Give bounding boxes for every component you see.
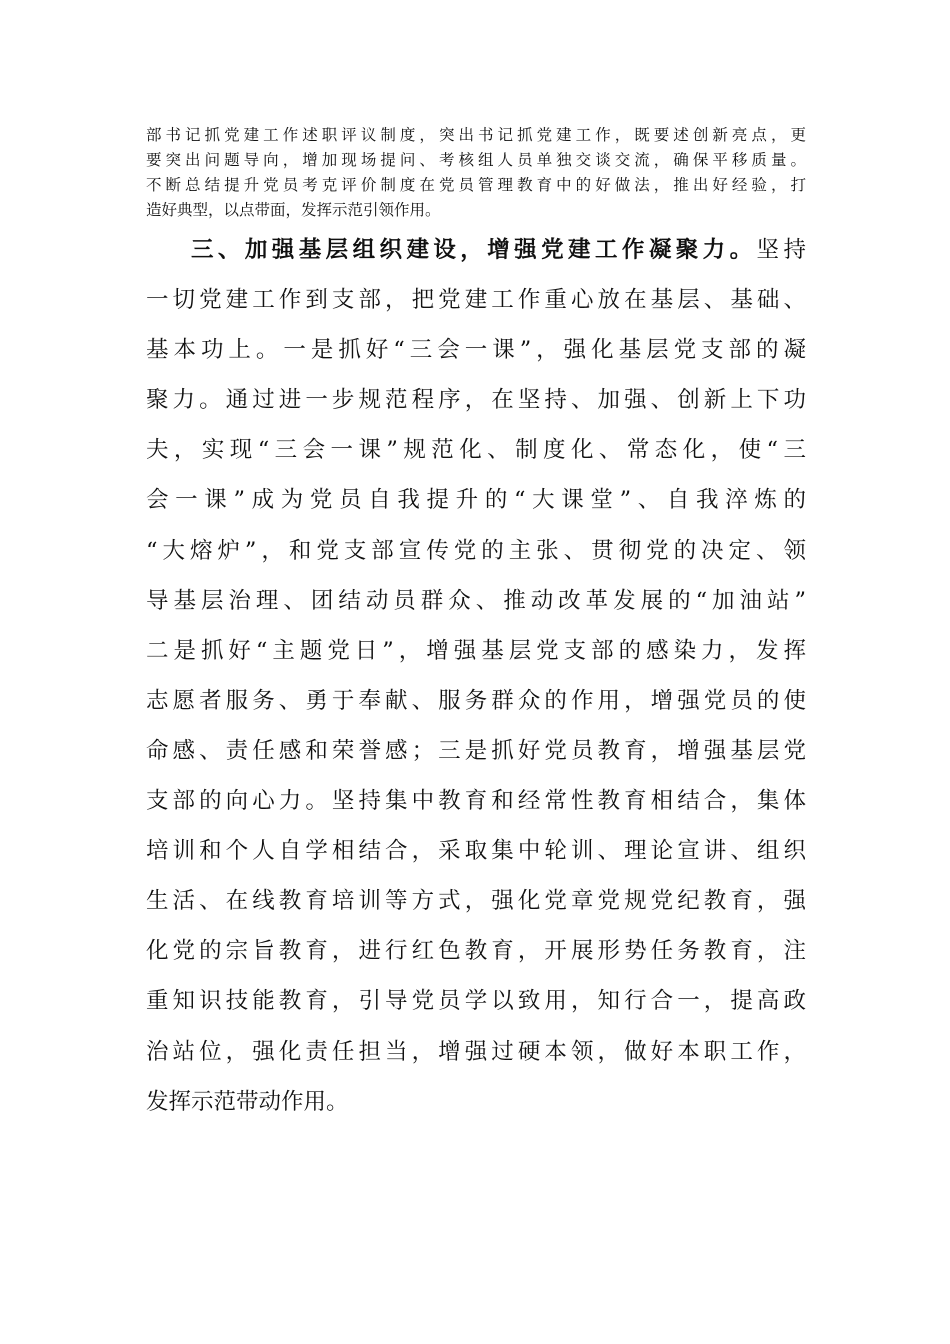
paragraph-line: 聚力。通过进一步规范程序，在坚持、加强、创新上下功 <box>146 387 806 414</box>
heading-trailing-text: 坚持 <box>756 237 806 263</box>
paragraph-line: 部书记抓党建工作述职评议制度，突出书记抓党建工作，既要述创新亮点，更 <box>146 126 806 144</box>
paragraph-line: 会一课”成为党员自我提升的“大课堂”、自我淬炼的 <box>146 487 806 514</box>
paragraph-line: 志愿者服务、勇于奉献、服务群众的作用，增强党员的使 <box>146 687 806 714</box>
paragraph-line: 治站位，强化责任担当，增强过硬本领，做好本职工作， <box>146 1038 806 1065</box>
paragraph-line: 不断总结提升党员考克评价制度在党员管理教育中的好做法，推出好经验，打 <box>146 176 806 194</box>
paragraph-line: 二是抓好“主题党日”，增强基层党支部的感染力，发挥 <box>146 637 806 664</box>
paragraph-line: 导基层治理、团结动员群众、推动改革发展的“加油站” <box>146 587 806 614</box>
paragraph-line: 化党的宗旨教育，进行红色教育，开展形势任务教育，注 <box>146 938 806 965</box>
paragraph-line: 生活、在线教育培训等方式，强化党章党规党纪教育，强 <box>146 888 806 915</box>
paragraph-line: 造好典型，以点带面，发挥示范引领作用。 <box>146 201 441 219</box>
paragraph-line: 支部的向心力。坚持集中教育和经常性教育相结合，集体 <box>146 788 806 815</box>
paragraph-line: 夫，实现“三会一课”规范化、制度化、常态化，使“三 <box>146 437 806 464</box>
paragraph-line: 培训和个人自学相结合，采取集中轮训、理论宣讲、组织 <box>146 838 806 865</box>
paragraph-line: 一切党建工作到支部，把党建工作重心放在基层、基础、 <box>146 287 806 314</box>
paragraph-line: 命感、责任感和荣誉感；三是抓好党员教育，增强基层党 <box>146 737 806 764</box>
paragraph-line: 重知识技能教育，引导党员学以致用，知行合一，提高政 <box>146 988 806 1015</box>
paragraph-line: “大熔炉”，和党支部宣传党的主张、贯彻党的决定、领 <box>146 537 806 564</box>
paragraph-line: 要突出问题导向，增加现场提问、考核组人员单独交谈交流，确保平移质量。 <box>146 151 806 169</box>
section-three-paragraph <box>146 225 806 1127</box>
top-paragraph <box>146 123 806 223</box>
paragraph-first-line <box>146 225 806 275</box>
paragraph-line: 发挥示范带动作用。 <box>146 1088 349 1115</box>
paragraph-line: 基本功上。一是抓好“三会一课”，强化基层党支部的凝 <box>146 337 806 364</box>
section-heading: 三、加强基层组织建设，增强党建工作凝聚力。 <box>191 237 757 263</box>
